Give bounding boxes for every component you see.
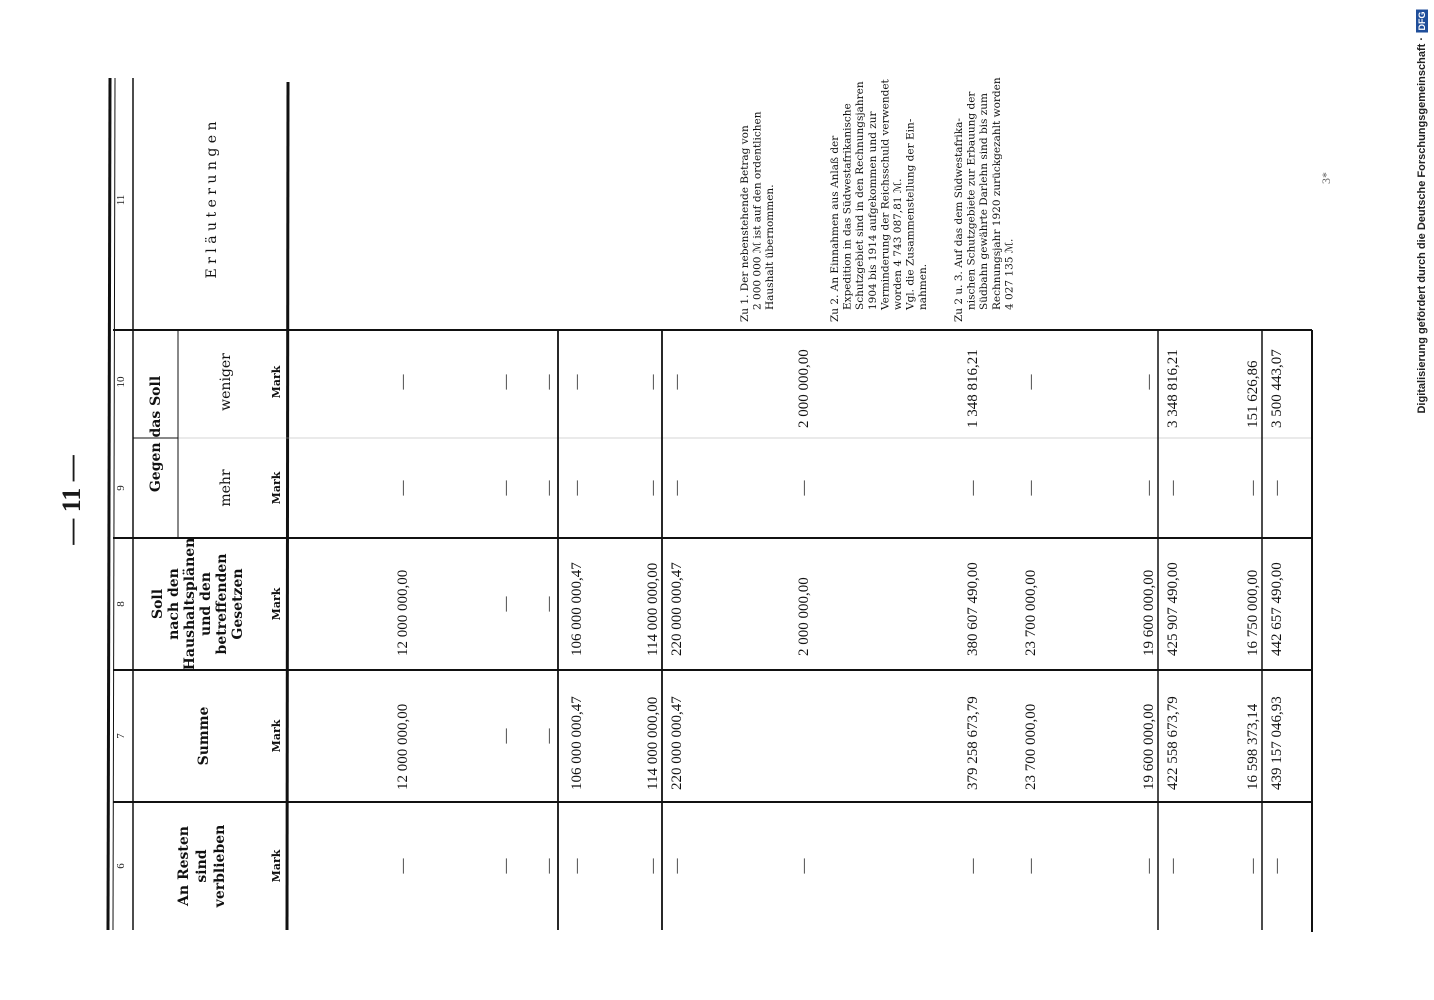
header-summe: Summe	[196, 706, 212, 766]
header-soll-line3: Haushaltsplänen	[182, 537, 198, 671]
cell-weniger: —	[498, 374, 514, 390]
corner-mark: 3*	[1319, 172, 1333, 184]
cell-mehr: —	[1245, 480, 1261, 496]
cell-weniger: 3 500 443,07	[1269, 349, 1285, 428]
cell-summe: —	[498, 728, 514, 744]
note-line: nahmen.	[917, 263, 930, 310]
explanatory-notes	[739, 77, 1015, 322]
cell-summe: 19 600 000,00	[1141, 703, 1157, 790]
cell-soll: 380 607 490,00	[965, 562, 981, 656]
col-num-10: 10	[115, 376, 127, 388]
header-soll-line2: nach den	[166, 568, 182, 640]
note-line: Vgl. die Zusammenstellung der Ein-	[904, 118, 917, 310]
cell-mehr: —	[1023, 480, 1039, 496]
header-soll-line5: betreffenden	[214, 553, 230, 655]
cell-reste: —	[645, 858, 661, 874]
cell-soll: —	[541, 596, 557, 612]
cell-weniger: 1 348 816,21	[965, 349, 981, 428]
cell-soll: 23 700 000,00	[1023, 569, 1039, 656]
table-rules	[108, 78, 1312, 932]
cell-soll: 114 000 000,00	[645, 562, 661, 656]
header-reste-unit: Mark	[270, 849, 283, 883]
cell-summe: 422 558 673,79	[1165, 696, 1181, 790]
cell-mehr: —	[1269, 480, 1285, 496]
note-line: nischen Schutzgebiete zur Erbauung der	[965, 91, 978, 310]
cell-soll: 106 000 000,47	[569, 562, 585, 656]
cell-summe: 114 000 000,00	[645, 696, 661, 790]
note-line: Zu 1. Der nebenstehende Betrag von	[739, 125, 751, 322]
dfg-logo-icon: DFG	[1417, 12, 1427, 31]
cell-summe: 12 000 000,00	[395, 703, 411, 790]
cell-weniger: —	[1023, 374, 1039, 390]
cell-weniger: —	[1141, 374, 1157, 390]
col-num-9: 9	[115, 485, 127, 491]
note-line: Schutzgebiet sind in den Rechnungsjahren	[854, 81, 867, 310]
cell-weniger: —	[395, 374, 411, 390]
cell-summe: —	[541, 728, 557, 744]
header-soll-line6: Gesetzen	[230, 568, 246, 640]
cell-soll: —	[498, 596, 514, 612]
cell-mehr: —	[669, 480, 685, 496]
header-weniger: weniger	[218, 353, 234, 411]
cell-summe: 379 258 673,79	[965, 696, 981, 790]
cell-summe: 23 700 000,00	[1023, 703, 1039, 790]
header-mehr: mehr	[218, 469, 234, 507]
cell-soll: 442 657 490,00	[1269, 562, 1285, 656]
cell-summe: 439 157 046,93	[1269, 696, 1285, 790]
note-line: Zu 2 u. 3. Auf das dem Südwestafrika-	[953, 118, 965, 322]
note-line: Haushalt übernommen.	[764, 184, 777, 310]
header-soll-line1: Soll	[150, 588, 166, 620]
header-summe-unit: Mark	[270, 719, 283, 753]
cell-reste: —	[1269, 858, 1285, 874]
cell-reste: —	[965, 858, 981, 874]
cell-mehr: —	[965, 480, 981, 496]
cell-mehr: —	[796, 480, 812, 496]
cell-weniger: —	[569, 374, 585, 390]
cell-mehr: —	[498, 480, 514, 496]
cell-summe: 106 000 000,47	[569, 696, 585, 790]
cell-soll: 12 000 000,00	[395, 569, 411, 656]
note-line: Expedition in das Südwestafrikanische	[841, 103, 854, 310]
cell-soll: 16 750 000,00	[1245, 569, 1261, 656]
cell-soll: 19 600 000,00	[1141, 569, 1157, 656]
page-number: — 11 —	[57, 455, 86, 545]
cell-reste: —	[498, 858, 514, 874]
cell-mehr: —	[1165, 480, 1181, 496]
cell-reste: —	[1141, 858, 1157, 874]
cell-mehr: —	[645, 480, 661, 496]
header-weniger-unit: Mark	[270, 365, 283, 399]
cell-mehr: —	[395, 480, 411, 496]
cell-reste: —	[669, 858, 685, 874]
cell-weniger: —	[541, 374, 557, 390]
column-numbers	[115, 195, 127, 869]
note-line: Rechnungsjahr 1920 zurückgezahlt worden	[990, 77, 1003, 310]
header-soll-unit: Mark	[270, 587, 283, 621]
note-line: Zu 2. An Einnahmen aus Anlaß der	[829, 135, 841, 322]
cell-soll: 425 907 490,00	[1165, 562, 1181, 656]
digitization-credit	[1416, 10, 1428, 414]
header-reste-line3: verblieben	[212, 824, 228, 908]
cell-weniger: 2 000 000,00	[796, 349, 812, 428]
cell-weniger: 151 626,86	[1245, 360, 1261, 428]
cell-reste: —	[1165, 858, 1181, 874]
cell-reste: —	[395, 858, 411, 874]
col-num-8: 8	[115, 601, 127, 607]
table-body	[395, 349, 1285, 875]
cell-mehr: —	[569, 480, 585, 496]
note-line: Südbahn gewährte Darlehn sind bis zum	[978, 92, 991, 310]
cell-soll: 220 000 000,47	[669, 562, 685, 656]
header-reste-line1: An Resten	[176, 826, 192, 906]
cell-summe: 220 000 000,47	[669, 696, 685, 790]
cell-weniger: 3 348 816,21	[1165, 349, 1181, 428]
note-line: worden 4 743 087,81 ℳ.	[892, 178, 904, 310]
cell-weniger: —	[645, 374, 661, 390]
cell-reste: —	[1023, 858, 1039, 874]
header-group-gegen-soll: Gegen das Soll	[148, 375, 164, 493]
header-mehr-unit: Mark	[270, 471, 283, 505]
cell-reste: —	[569, 858, 585, 874]
col-num-7: 7	[115, 733, 127, 739]
header-soll-line4: und den	[198, 572, 214, 636]
col-num-11: 11	[115, 194, 127, 206]
cell-soll: 2 000 000,00	[796, 577, 812, 656]
column-headers	[148, 121, 283, 908]
cell-reste: —	[541, 858, 557, 874]
cell-weniger: —	[669, 374, 685, 390]
cell-summe: 16 598 373,14	[1245, 703, 1261, 790]
note-line: Verminderung der Reichsschuld verwendet	[879, 79, 892, 310]
cell-reste: —	[1245, 858, 1261, 874]
col-num-6: 6	[115, 863, 127, 869]
cell-mehr: —	[541, 480, 557, 496]
note-line: 2 000 000 ℳ ist auf den ordentlichen	[751, 111, 764, 310]
header-reste-line2: sind	[194, 849, 210, 883]
cell-mehr: —	[1141, 480, 1157, 496]
credit-text: Digitalisierung gefördert durch die Deutsche Forschungsgemeinschaft ·	[1416, 37, 1428, 414]
cell-reste: —	[796, 858, 812, 874]
note-line: 1904 bis 1914 aufgekommen und zur	[866, 111, 879, 310]
note-line: 4 027 135 ℳ.	[1003, 238, 1016, 310]
header-erlaeuterungen: E r l ä u t e r u n g e n	[204, 121, 220, 279]
